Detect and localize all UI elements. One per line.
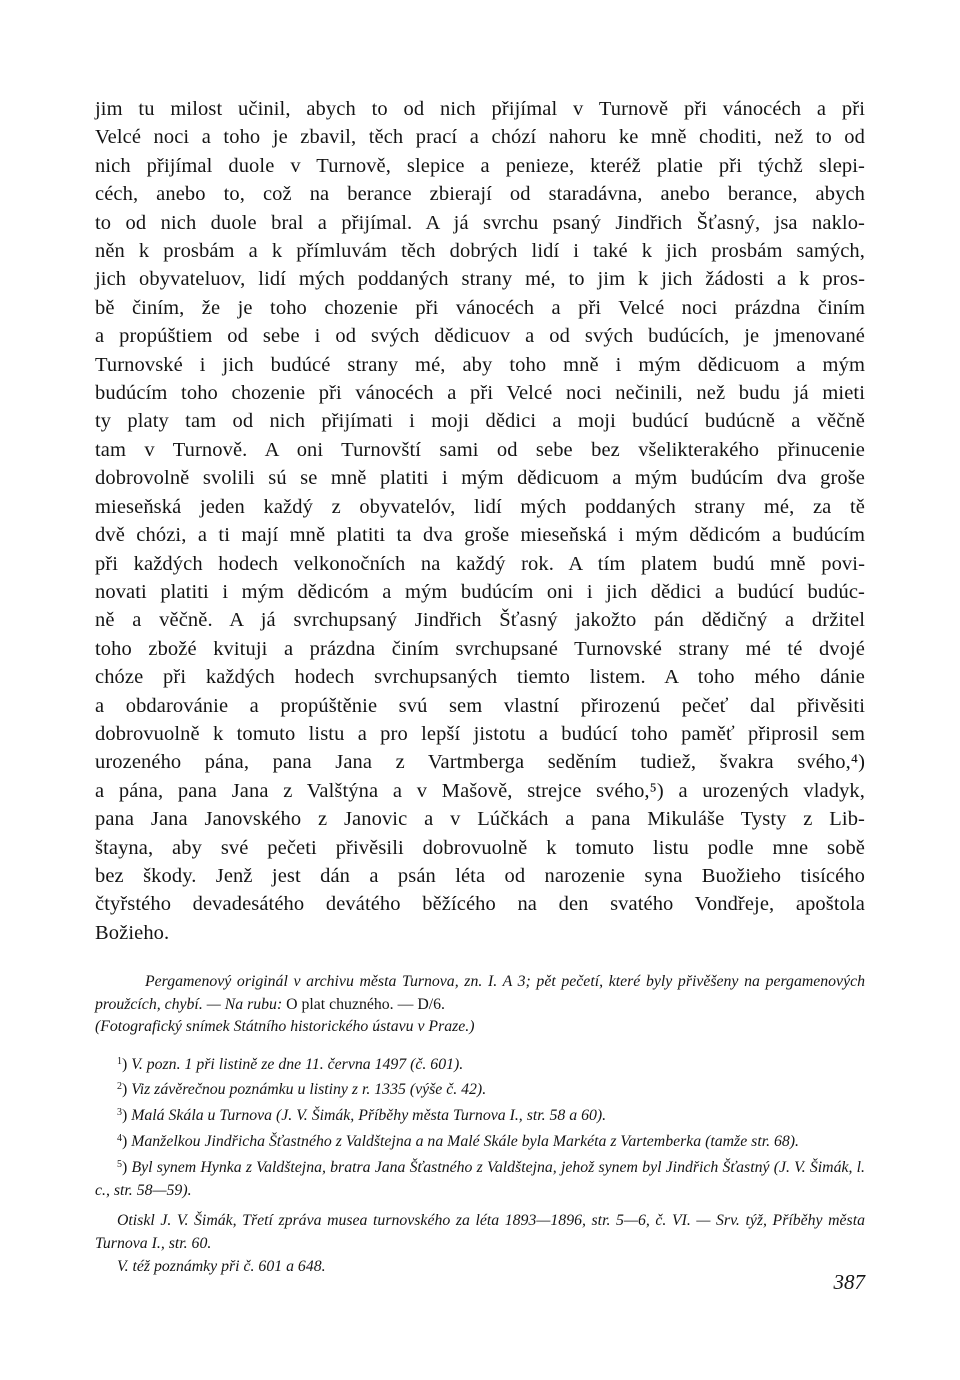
source-note: [95, 971, 865, 1039]
edition-note: Otiskl J. V. Šimák, Třetí zpráva musea turnovského za léta 1893—1896, str. 5—6, č. VI. — Srv. týž, Příběhy města Turnova I., str. 60.: [95, 1212, 865, 1253]
text-line: pana Jana Janovského z Janovic a v Lúčkách a pana Mikuláše Tysty z Lib-: [95, 808, 865, 831]
text-line: bez škody. Jenž jest dán a psán léta od narozenie syna Buožieho tisícého: [95, 864, 865, 887]
footnote-paren: ): [122, 1055, 132, 1073]
footnote-text: V. pozn. 1 při listině ze dne 11. června 1497 (č. 601).: [131, 1055, 464, 1073]
source-note-photo: (Fotografický snímek Státního historického ústavu v Praze.): [95, 1018, 475, 1036]
footnote-number: 1: [117, 1055, 122, 1067]
footnote-paren: ): [122, 1107, 132, 1125]
footnotes: [95, 1051, 865, 1203]
footnote-number: 3: [117, 1107, 122, 1119]
main-text: [95, 95, 865, 947]
text-line: jich obyvateluov, lidí mých poddaných strany mé, to jim k jich žádosti a k pros-: [95, 268, 865, 291]
text-line: chóze při každých hodech svrchupsaných tiemto listem. A toho mého dánie: [95, 666, 865, 689]
footnote: [95, 1051, 865, 1077]
text-line: céch, anebo to, což na berance zbierají od staradávna, anebo berance, abych: [95, 183, 865, 206]
text-line: bě činím, že je toho chozenie při vánocéch a při Velcé noci prázdna činím: [95, 296, 865, 319]
text-line: štayna, aby své pečeti přivěsili dobrovuolně k tomuto listu podle mne sobě: [95, 836, 865, 859]
text-line: při každých hodech velkonočních na každý rok. A tím platem budú mně povi-: [95, 552, 865, 575]
text-line: dobrovuolně k tomuto listu a pro lepší jistotu a budúcí toho paměť připrosil sem: [95, 722, 865, 745]
footnote-paren: ): [122, 1133, 132, 1151]
editions: [95, 1210, 865, 1278]
text-line: a obdarovánie a propúštěnie svú sem vlastní přirozenú pečeť dal přivěsiti: [95, 694, 865, 717]
footnote-text: Manželkou Jindřicha Šťastného z Valdštejna a na Malé Skále byla Markéta z Vartemberka (tamže str. 68).: [131, 1133, 800, 1151]
edition-cross-reference: V. též poznámky při č. 601 a 648.: [117, 1258, 326, 1276]
text-line: a propúštiem od sebe i od svých dědicuov a od svých budúcích, je jmenované: [95, 325, 865, 348]
text-line: tam v Turnově. A oni Turnovští sami od sebe bez všelikterakého přinucenie: [95, 438, 865, 461]
text-line: jim tu milost učinil, abych to od nich přijímal v Turnově při vánocéch a při: [95, 98, 865, 120]
footnote-text: Byl synem Hynka z Valdštejna, bratra Jana Šťastného z Valdštejna, jehož synem byl Jindřich Šťastný (J. V. Šimák, l. c., str. 58—59).: [95, 1158, 865, 1199]
footnote-text: Viz závěrečnou poznámku u listiny z r. 1335 (výše č. 42).: [131, 1081, 487, 1099]
source-note-text: Pergamenový originál v archivu města Turnova, zn. I. A 3; pět pečetí, které byly přivěšeny na pergamenových proužcích, chybí. — Na rubu:: [95, 973, 865, 1013]
text-line: Božieho.: [95, 921, 170, 944]
footnote-number: 4: [117, 1133, 122, 1145]
text-line: čtyřstého devadesátého devátého běžícého na den svatého Vondřeje, apoštola: [95, 893, 865, 916]
text-line: urozeného pána, pana Jana z Vartmberga seděním tudiež, švakra svého,⁴): [95, 751, 865, 774]
text-line: mieseňská jeden každý z obyvatelóv, lidí mých poddaných strany mé, za tě: [95, 495, 865, 518]
text-line: novati platiti i mým dědicóm a mým budúcím oni i jich dědici a budúcí budúc-: [95, 580, 865, 603]
text-line: dvě chózi, a ti mají mně platiti ta dva groše mieseňská i mým dědicóm a budúcím: [95, 524, 865, 547]
footnote-text: Malá Skála u Turnova (J. V. Šimák, Příběhy města Turnova I., str. 58 a 60).: [131, 1107, 607, 1125]
text-line: něn k prosbám a k přímluvám těch dobrých lidí i také k jich prosbám samých,: [95, 240, 865, 263]
text-line: a pána, pana Jana z Valštýna a v Mašově, strejce svého,⁵) a urozených vladyk,: [95, 779, 865, 802]
footnote: [95, 1154, 865, 1203]
source-note-verso: O plat chuzného. — D/6.: [286, 995, 445, 1013]
footnote-paren: ): [122, 1081, 132, 1099]
page-number: 387: [833, 1270, 865, 1294]
page: [95, 95, 865, 1345]
text-line: dobrovolně svolili sú se mně platiti i mým dědicuom a mým budúcím dva groše: [95, 467, 865, 490]
footnote: [95, 1076, 865, 1102]
text-line: Turnovské i jich budúcé strany mé, aby toho mně i mým dědicuom a mým: [95, 353, 865, 376]
footnote-number: 5: [117, 1158, 122, 1170]
text-line: to od nich duole bral a přijímal. A já svrchu psaný Jindřich Šťasný, jsa naklo-: [95, 211, 865, 234]
footnote-number: 2: [117, 1081, 122, 1093]
text-line: ně a věčně. A já svrchupsaný Jindřich Šťasný jakožto pán dědičný a držitel: [95, 609, 865, 632]
footnote-paren: ): [122, 1158, 132, 1176]
text-line: nich přijímal duole v Turnově, slepice a penieze, kteréž platie při týchž slepi-: [95, 154, 865, 177]
text-line: budúcím toho chozenie při vánocéch a při Velcé noci nečinili, než budu já mieti: [95, 382, 865, 405]
footnote: [95, 1128, 865, 1154]
text-line: ty platy tam od nich přijímati i moji dědici a moji budúcí budúcně a věčně: [95, 410, 865, 433]
text-line: Velcé noci a toho je zbavil, těch prací a chózí nahoru ke mně choditi, než to od: [95, 126, 865, 149]
footnote: [95, 1102, 865, 1128]
text-line: toho zbožé kvituji a prázdna činím svrchupsané Turnovské strany mé té dvojé: [95, 637, 865, 660]
